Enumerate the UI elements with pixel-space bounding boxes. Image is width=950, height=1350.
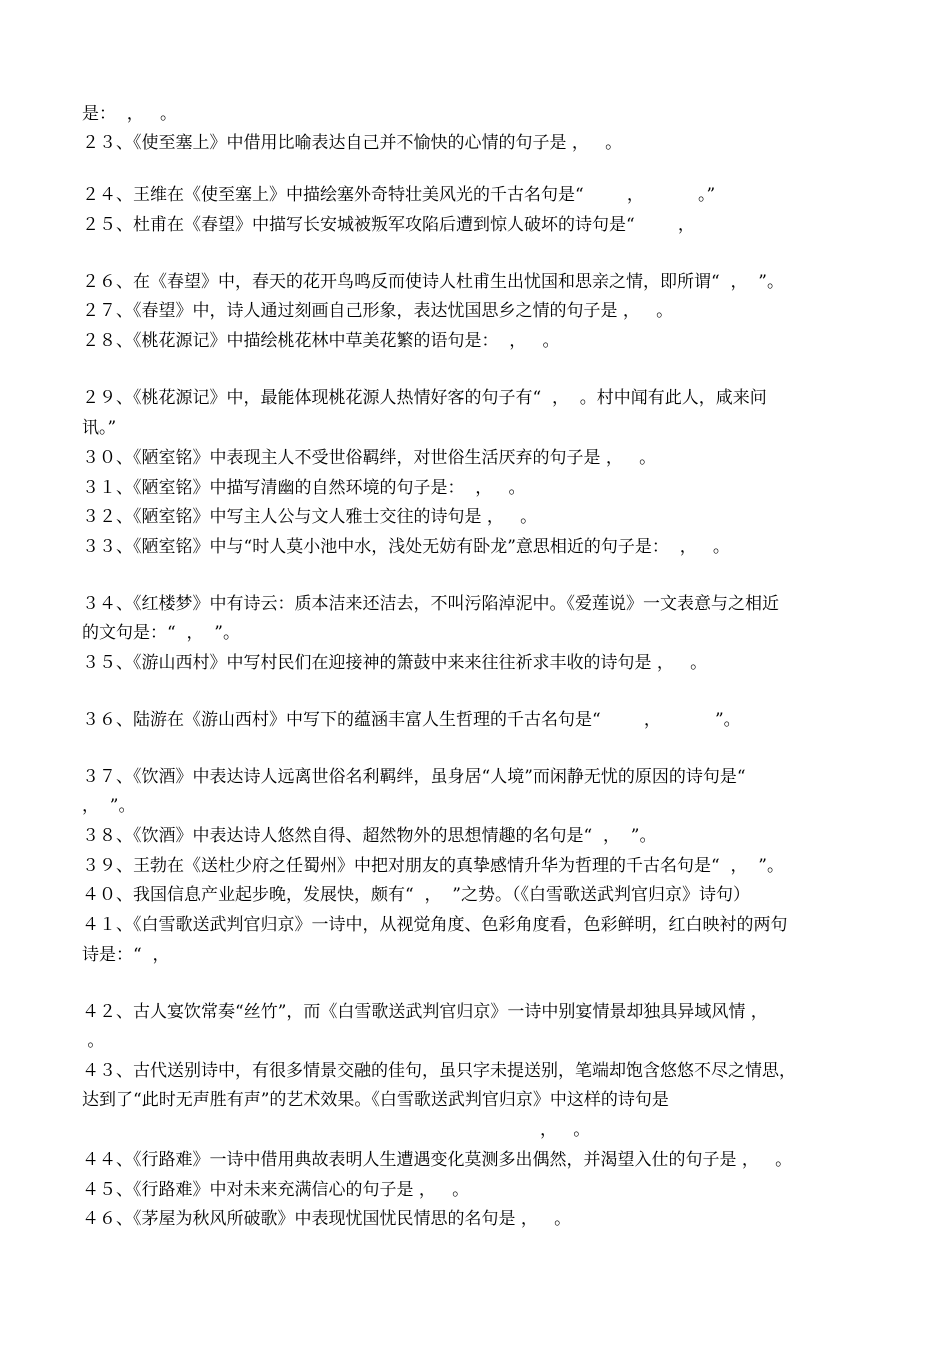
text-line: 讯。”: [82, 418, 117, 438]
text-line: ２３、《使至塞上》中借用比喻表达自己并不愉快的心情的句子是 ， 。: [82, 133, 623, 153]
text-line: 。: [82, 1031, 105, 1051]
text-line: ４６、《茅屋为秋风所破歌》中表现忧国忧民情思的名句是 ， 。: [82, 1209, 572, 1229]
text-line: ３７、《饮酒》中表达诗人远离世俗名利羁绊，虽身居“人境”而闲静无忧的原因的诗句是“: [82, 767, 746, 787]
text-line: ２６、在《春望》中，春天的花开鸟鸣反而使诗人杜甫生出忧国和思亲之情，即所谓“ ， ”。: [82, 272, 784, 292]
text-line: ， 。: [540, 1120, 591, 1140]
text-line: ３６、陆游在《游山西村》中写下的蕴涵丰富人生哲理的千古名句是“ ， ”。: [82, 710, 741, 730]
text-line: 的文句是：“ ， ”。: [82, 623, 240, 643]
text-line: ３０、《陋室铭》中表现主人不受世俗羁绊，对世俗生活厌弃的句子是 ， 。: [82, 448, 657, 468]
text-line: 诗是：“ ，: [82, 945, 170, 965]
text-line: ４３、古代送别诗中，有很多情景交融的佳句，虽只字未提送别，笔端却饱含悠悠不尽之情思，: [82, 1061, 796, 1081]
text-line: ２８、《桃花源记》中描绘桃花林中草美花繁的语句是： ， 。: [82, 331, 560, 351]
text-line: ３１、《陋室铭》中描写清幽的自然环境的句子是： ， 。: [82, 478, 526, 498]
text-line: ２４、王维在《使至塞上》中描绘塞外奇特壮美风光的千古名句是“ ， 。”: [82, 185, 716, 205]
text-line: ３５、《游山西村》中写村民们在迎接神的箫鼓中来来往往祈求丰收的诗句是 ， 。: [82, 653, 708, 673]
text-line: ４４、《行路难》一诗中借用典故表明人生遭遇变化莫测多出偶然，并渴望入仕的句子是 ， 。: [82, 1150, 793, 1170]
text-line: ３３、《陋室铭》中与“时人莫小池中水，浅处无妨有卧龙”意思相近的句子是： ， 。: [82, 537, 730, 557]
text-line: ， ”。: [82, 796, 136, 816]
text-line: ４２、古人宴饮常奏“丝竹”，而《白雪歌送武判官归京》一诗中别宴情景却独具异域风情 ，: [82, 1002, 768, 1022]
text-line: ４５、《行路难》中对未来充满信心的句子是 ， 。: [82, 1180, 470, 1200]
text-line: ２７、《春望》中，诗人通过刻画自己形象，表达忧国思乡之情的句子是 ， 。: [82, 301, 674, 321]
text-line: ３８、《饮酒》中表达诗人悠然自得、超然物外的思想情趣的名句是“ ， ”。: [82, 826, 657, 846]
text-line: 达到了“此时无声胜有声”的艺术效果。《白雪歌送武判官归京》中这样的诗句是: [82, 1090, 669, 1110]
text-line: 是： ， 。: [82, 104, 178, 124]
text-line: ４１、《白雪歌送武判官归京》一诗中，从视觉角度、色彩角度看，色彩鲜明，红白映衬的两句: [82, 915, 788, 935]
text-line: ４０、我国信息产业起步晚，发展快，颇有“ ， ”之势。（《白雪歌送武判官归京》诗句）: [82, 885, 750, 905]
text-line: ３２、《陋室铭》中写主人公与文人雅士交往的诗句是 ， 。: [82, 507, 538, 527]
text-line: ３４、《红楼梦》中有诗云：质本洁来还洁去，不叫污陷淖泥中。《爱莲说》一文表意与之相近: [82, 594, 779, 614]
text-line: ３９、王勃在《送杜少府之任蜀州》中把对朋友的真挚感情升华为哲理的千古名句是“ ， ”。: [82, 856, 784, 876]
text-line: ２５、杜甫在《春望》中描写长安城被叛军攻陷后遭到惊人破坏的诗句是“ ，: [82, 215, 695, 235]
text-line: ２９、《桃花源记》中，最能体现桃花源人热情好客的句子有“ ， 。村中闻有此人，咸来问: [82, 388, 767, 408]
